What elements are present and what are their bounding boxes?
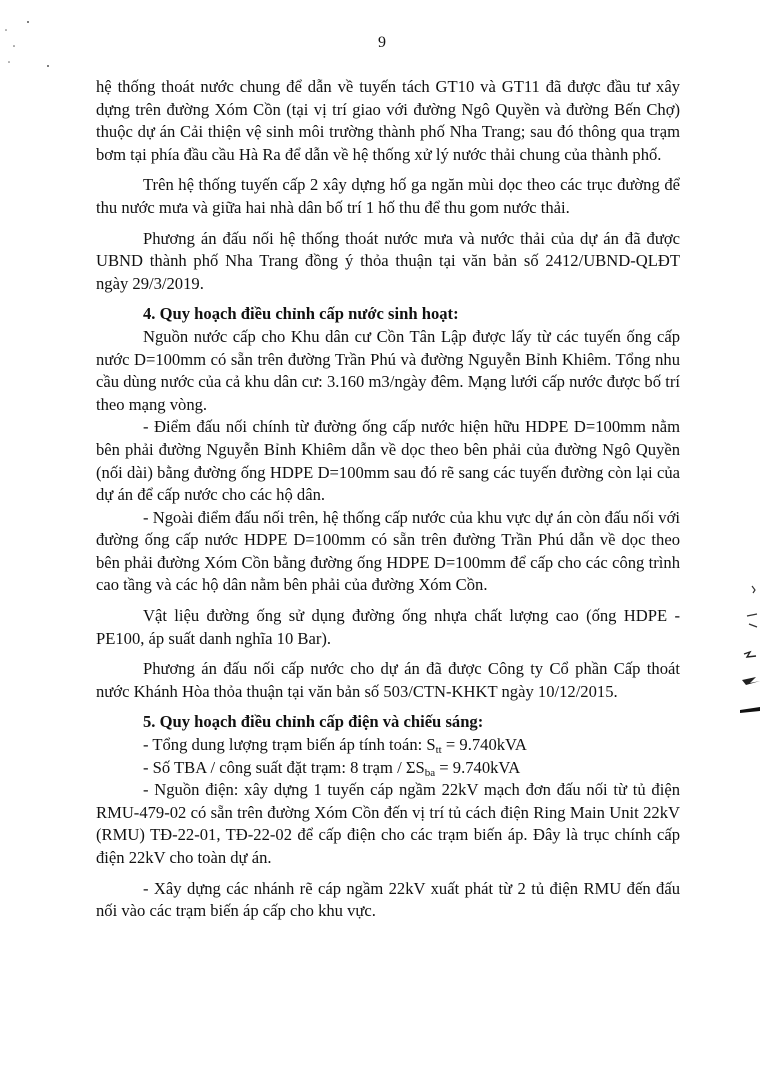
document-body xyxy=(96,76,680,923)
paragraph-water-source: Nguồn nước cấp cho Khu dân cư Cồn Tân Lập được lấy từ các tuyến ống cấp nước D=100mm có sẵn trên đường Trần Phú và đường Nguyễn Bỉnh Khiêm. Tổng nhu cầu dùng nước của cả khu dân cư: 3.160 m3/ngày đêm. Mạng lưới cấp nước được bố trí theo mạng vòng. xyxy=(96,326,680,414)
paragraph-water-approval: Phương án đấu nối cấp nước cho dự án đã được Công ty Cổ phần Cấp thoát nước Khánh Hòa thỏa thuận tại văn bản số 503/CTN-KHKT ngày 10/12/2015. xyxy=(96,659,680,701)
paragraph-power-source: - Nguồn điện: xây dựng 1 tuyến cáp ngầm 22kV mạch đơn đấu nối từ tủ điện RMU-479-02 có sẵn trên đường Xóm Cồn đến vị trí tủ cách điện Ring Main Unit 22kV (RMU) TĐ-22-01, TĐ-22-02 để cấp điện cho các trạm biến áp. Đây là trục chính cấp điện 22kV cho toàn dự án. xyxy=(96,780,680,867)
paragraph-drainage-approval: Phương án đấu nối hệ thống thoát nước mưa và nước thải của dự án đã được UBND thành phố Nha Trang đồng ý thỏa thuận tại văn bản số 2412/UBND-QLĐT ngày 29/3/2019. xyxy=(96,228,680,293)
paragraph-transformer-capacity xyxy=(96,734,680,757)
page-number: 9 xyxy=(378,34,386,51)
substation-count-subscript: ba xyxy=(424,766,436,779)
section-heading-power-supply: 5. Quy hoạch điều chỉnh cấp điện và chiếu sáng: xyxy=(143,712,484,732)
substation-count-text: - Số TBA / công suất đặt trạm: 8 trạm / ΣS xyxy=(143,757,425,777)
paragraph-substation-count xyxy=(96,757,680,780)
paragraph-main-connection: - Điểm đấu nối chính từ đường ống cấp nước hiện hữu HDPE D=100mm nằm bên phải đường Nguyễn Bỉnh Khiêm dẫn về dọc theo bên phải của đường Ngô Quyền (nối dài) bằng đường ống HDPE D=100mm sau đó rẽ sang các tuyến đường còn lại của dự án để cấp nước cho các hộ dân. xyxy=(96,417,680,505)
paragraph-manholes: Trên hệ thống tuyến cấp 2 xây dựng hố ga ngăn mùi dọc theo các trục đường để thu nước mưa và giữa hai nhà dân bố trí 1 hố thu để thu gom nước thải. xyxy=(96,175,680,217)
section-heading-water-supply: 4. Quy hoạch điều chỉnh cấp nước sinh hoạt: xyxy=(143,304,459,324)
transformer-capacity-text: - Tổng dung lượng trạm biến áp tính toán: S xyxy=(143,735,436,755)
transformer-capacity-subscript: tt xyxy=(435,744,442,757)
substation-count-value: = 9.740kVA xyxy=(435,757,521,777)
paragraph-pipe-material: Vật liệu đường ống sử dụng đường ống nhựa chất lượng cao (ống HDPE - PE100, áp suất danh nghĩa 10 Bar). xyxy=(96,606,680,648)
paragraph-branch-cables: - Xây dựng các nhánh rẽ cáp ngầm 22kV xuất phát từ 2 tủ điện RMU đến đấu nối vào các trạm biến áp cấp cho khu vực. xyxy=(96,878,680,921)
paragraph-drainage-connection: hệ thống thoát nước chung để dẫn về tuyến tách GT10 và GT11 đã được đầu tư xây dựng trên đường Xóm Cồn (tại vị trí giao với đường Ngô Quyền và đường Bến Chợ) thuộc dự án Cải thiện vệ sinh môi trường thành phố Nha Trang; sau đó thông qua trạm bơm tại phía đầu cầu Hà Ra để dẫn về hệ thống xử lý nước thải chung của thành phố. xyxy=(96,77,680,164)
paragraph-secondary-connection: - Ngoài điểm đấu nối trên, hệ thống cấp nước của khu vực dự án còn đấu nối với đường ống cấp nước HDPE D=100mm có sẵn trên đường Trần Phú dẫn về dọc theo bên phải đường Xóm Cồn bằng đường ống HDPE D=100mm để cấp cho các công trình cao tầng và các hộ dân nằm bên phải của đường Xóm Cồn. xyxy=(96,507,680,595)
binding-edge-marks xyxy=(738,580,764,740)
transformer-capacity-value: = 9.740kVA xyxy=(441,735,527,755)
